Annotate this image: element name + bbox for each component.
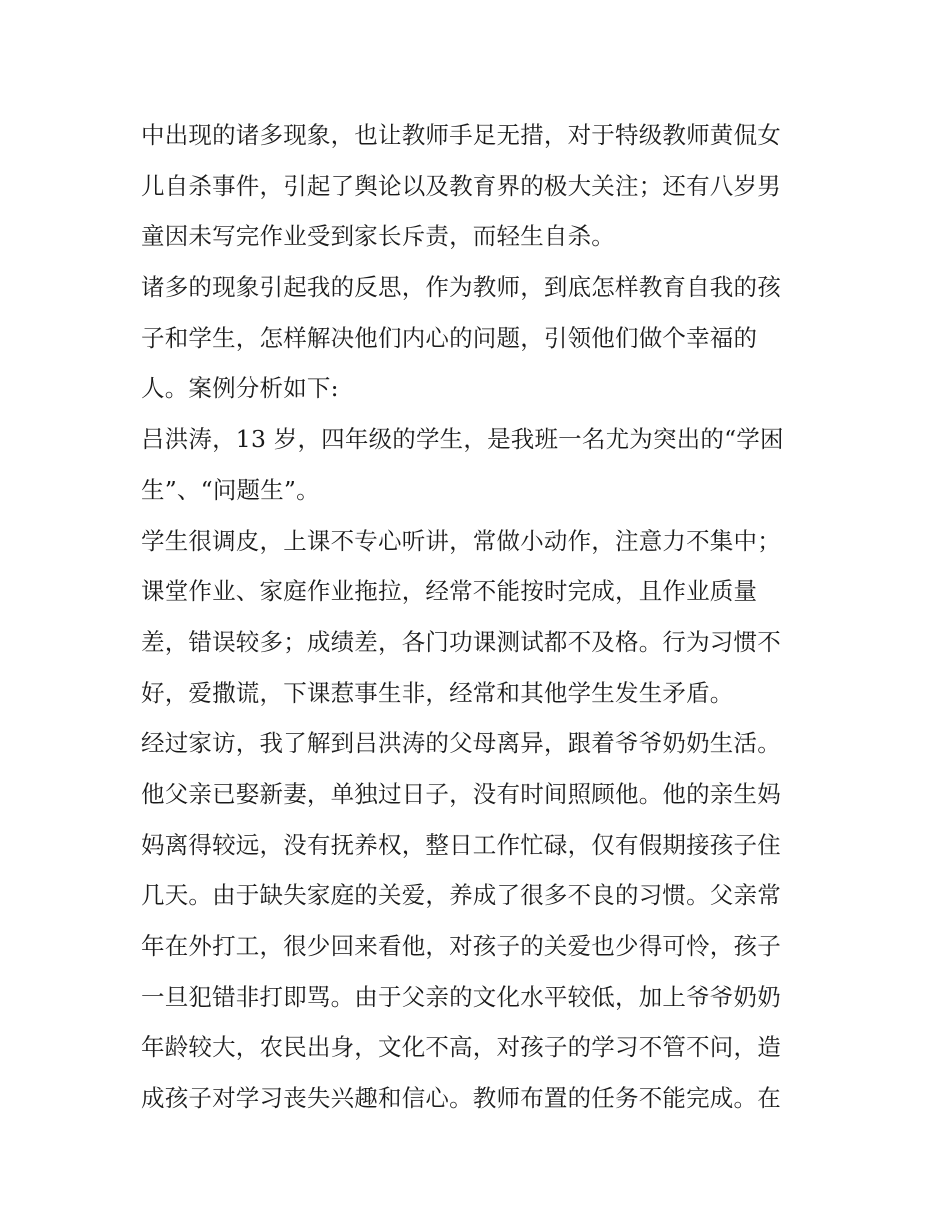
text-line-6: 人。案例分析如下: [141, 374, 339, 403]
text-line-5: 子和学生，怎样解决他们内心的问题，引领他们做个幸福的 [141, 323, 758, 352]
text-line-8: 生”、“问题生”。 [141, 475, 320, 504]
text-line-14: 他父亲已娶新妻，单独过日子，没有时间照顾他。他的亲生妈 [141, 779, 781, 808]
text-line-19: 年龄较大，农民出身，文化不高，对孩子的学习不管不问，造 [141, 1033, 781, 1062]
text-line-2: 儿自杀事件，引起了舆论以及教育界的极大关注；还有八岁男 [141, 171, 781, 200]
text-line-18: 一旦犯错非打即骂。由于父亲的文化水平较低，加上爷爷奶奶 [141, 982, 781, 1011]
body-text [141, 110, 813, 1124]
text-line-1: 中出现的诸多现象，也让教师手足无措，对于特级教师黄侃女 [141, 121, 781, 149]
text-line-9: 学生很调皮，上课不专心听讲，常做小动作，注意力不集中； [141, 526, 781, 555]
text-line-12: 好，爱撒谎，下课惹事生非，经常和其他学生发生矛盾。 [141, 678, 734, 707]
text-line-10: 课堂作业、家庭作业拖拉，经常不能按时完成，且作业质量 [141, 577, 758, 606]
text-line-16: 几天。由于缺失家庭的关爱，养成了很多不良的习惯。父亲常 [141, 881, 781, 910]
text-line-11: 差，错误较多；成绩差，各门功课测试都不及格。行为习惯不 [141, 627, 781, 656]
text-line-15: 妈离得较远，没有抚养权，整日工作忙碌，仅有假期接孩子住 [141, 830, 781, 859]
text-line-17: 年在外打工，很少回来看他，对孩子的关爱也少得可怜，孩子 [141, 932, 781, 960]
text-line-7: 吕洪涛，13 岁，四年级的学生，是我班一名尤为突出的“学困 [141, 425, 784, 454]
text-line-4: 诸多的现象引起我的反思，作为教师，到底怎样教育自我的孩 [141, 273, 781, 302]
text-line-13: 经过家访，我了解到吕洪涛的父母离异，跟着爷爷奶奶生活。 [141, 729, 781, 758]
text-line-20: 成孩子对学习丧失兴趣和信心。教师布置的任务不能完成。在 [141, 1084, 781, 1113]
text-line-3: 童因未写完作业受到家长斥责，而轻生自杀。 [141, 222, 615, 251]
